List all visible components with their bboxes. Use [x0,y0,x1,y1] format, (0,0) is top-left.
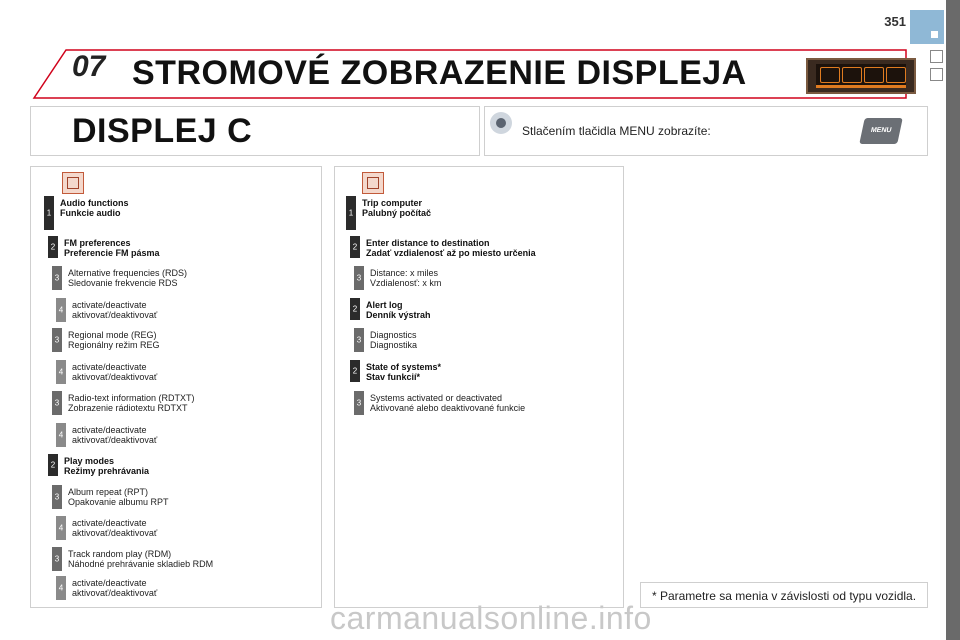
tree-item-label-sk: aktivovať/deaktivovať [72,310,158,320]
tree-level-number: 3 [54,554,60,564]
tree-item-label-sk: Palubný počítač [362,208,432,218]
tree-level-marker [354,391,364,415]
tree-item [72,578,157,598]
tree-level-marker [354,328,364,352]
page-tab-marker [910,10,944,44]
tree-item-label-en: activate/deactivate [72,578,147,588]
menu-hint-text: Stlačením tlačidla MENU zobrazíte: [522,124,711,138]
tree-level-marker [44,196,54,230]
tree-item [64,238,160,258]
tree-item [72,518,157,538]
footnote: * Parametre sa menia v závislosti od typu vozidla. [640,582,928,608]
tree-item [64,456,149,476]
tree-level-marker [350,236,360,258]
side-checkbox [930,68,943,81]
tree-level-marker [48,454,58,476]
fuel-pump-icon [362,172,384,194]
tree-item-label-en: Regional mode (REG) [68,330,157,340]
left-tree-panel [30,166,322,608]
tree-item [366,362,441,382]
tree-level-number: 1 [348,208,354,218]
tree-item [68,330,160,350]
tree-level-number: 2 [352,366,358,376]
tree-level-number: 3 [54,492,60,502]
tree-level-marker [52,328,62,352]
tree-item-label-sk: aktivovať/deaktivovať [72,528,158,538]
tree-item-label-sk: Diagnostika [370,340,418,350]
page-number: 351 [884,14,906,29]
tree-item-label-en: Radio-text information (RDTXT) [68,393,195,403]
tree-level-number: 4 [58,583,64,593]
tree-item-label-en: activate/deactivate [72,362,147,372]
tree-item [362,198,431,218]
tree-level-number: 3 [54,398,60,408]
dashboard-display-image [806,58,916,94]
tree-level-marker [56,423,66,447]
tree-level-number: 2 [50,460,56,470]
tree-item-label-sk: Zobrazenie rádiotextu RDTXT [68,403,188,413]
tree-level-marker [56,360,66,384]
tree-item-label-en: State of systems* [366,362,442,372]
tree-level-marker [52,485,62,509]
tree-item-label-en: Distance: x miles [370,268,439,278]
tree-item [370,268,441,288]
tree-item-label-sk: aktivovať/deaktivovať [72,588,158,598]
tree-level-marker [52,266,62,290]
display-title: DISPLEJ C [72,112,253,150]
tree-level-number: 4 [58,430,64,440]
tree-item-label-en: Alert log [366,300,403,310]
tree-item [60,198,129,218]
tree-item-label-sk: Regionálny režim REG [68,340,160,350]
tree-level-number: 3 [54,335,60,345]
tree-item-label-sk: Funkcie audio [60,208,121,218]
tree-level-number: 4 [58,523,64,533]
tree-item [72,425,157,445]
tree-item-label-sk: aktivovať/deaktivovať [72,435,158,445]
tree-level-number: 2 [352,304,358,314]
display-brightness-icon [490,112,512,134]
right-tree-panel [334,166,624,608]
tree-level-marker [346,196,356,230]
tree-item-label-sk: Režimy prehrávania [64,466,150,476]
tree-item-label-en: Diagnostics [370,330,417,340]
tree-level-marker [350,298,360,320]
tree-level-number: 3 [54,273,60,283]
tree-level-marker [354,266,364,290]
audio-icon [62,172,84,194]
tree-item-label-en: Trip computer [362,198,423,208]
tree-item-label-en: Track random play (RDM) [68,549,172,559]
tree-item [68,549,213,569]
tree-item-label-en: activate/deactivate [72,425,147,435]
tree-item-label-sk: Vzdialenosť: x km [370,278,442,288]
tree-level-marker [52,391,62,415]
tree-level-marker [52,547,62,571]
tree-item-label-en: Enter distance to destination [366,238,490,248]
tree-item-label-sk: Náhodné prehrávanie skladieb RDM [68,559,214,569]
tree-item [68,487,169,507]
chapter-number: 07 [72,50,106,83]
tree-item-label-en: activate/deactivate [72,518,147,528]
tree-item [72,362,157,382]
tree-item-label-sk: Opakovanie albumu RPT [68,497,169,507]
tree-level-marker [350,360,360,382]
tree-item-label-sk: Stav funkcií* [366,372,421,382]
tree-level-number: 4 [58,367,64,377]
tree-item-label-en: Alternative frequencies (RDS) [68,268,188,278]
tree-item-label-en: Album repeat (RPT) [68,487,149,497]
tree-level-number: 2 [50,242,56,252]
tree-item [366,238,536,258]
tree-item [68,268,187,288]
tree-level-marker [56,576,66,600]
tree-level-marker [56,516,66,540]
menu-button-icon: MENU [859,118,903,144]
tree-item-label-sk: Preferencie FM pásma [64,248,160,258]
tree-item-label-sk: Aktivované alebo deaktivované funkcie [370,403,526,413]
watermark: carmanualsonline.info [330,600,652,636]
tree-item-label-en: Play modes [64,456,115,466]
tree-item-label-en: FM preferences [64,238,131,248]
tree-level-number: 3 [356,335,362,345]
tree-item [68,393,195,413]
tree-level-marker [56,298,66,322]
tree-level-number: 3 [356,398,362,408]
tree-item [370,330,417,350]
tree-level-marker [48,236,58,258]
tree-item-label-sk: Zadať vzdialenosť až po miesto určenia [366,248,536,258]
tree-item [370,393,525,413]
tree-item [366,300,431,320]
tree-level-number: 3 [356,273,362,283]
tree-item-label-en: activate/deactivate [72,300,147,310]
side-checkbox [930,50,943,63]
tree-item [72,300,157,320]
tree-item-label-sk: Sledovanie frekvencie RDS [68,278,178,288]
tree-item-label-en: Audio functions [60,198,129,208]
tree-item-label-sk: Denník výstrah [366,310,431,320]
tree-item-label-en: Systems activated or deactivated [370,393,503,403]
chapter-title: STROMOVÉ ZOBRAZENIE DISPLEJA [132,54,747,92]
tree-level-number: 2 [352,242,358,252]
side-bar [946,0,960,640]
tree-item-label-sk: aktivovať/deaktivovať [72,372,158,382]
tree-level-number: 1 [46,208,52,218]
tree-level-number: 4 [58,305,64,315]
